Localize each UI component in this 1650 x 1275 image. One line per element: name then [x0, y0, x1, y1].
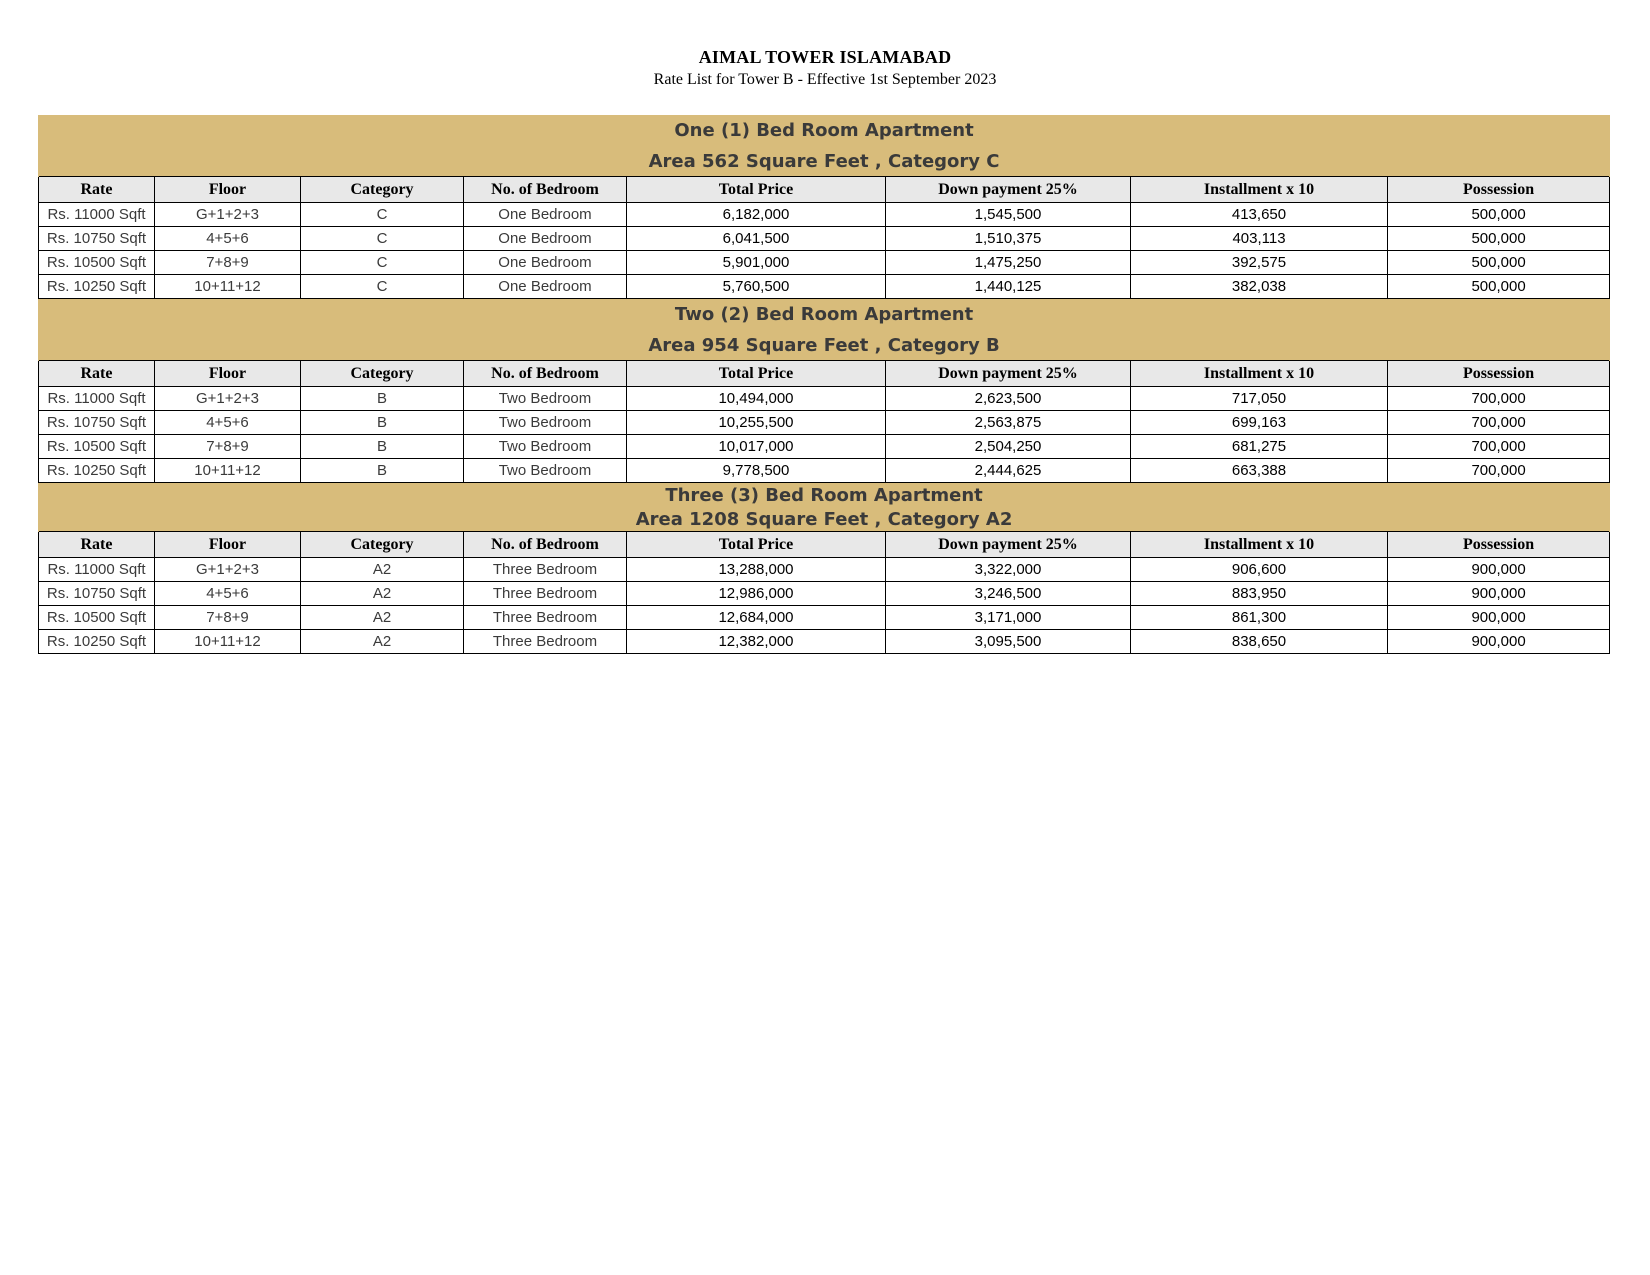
table-cell: 2,444,625 — [886, 459, 1131, 483]
table-row — [39, 630, 1610, 654]
table-cell: Rs. 10750 Sqft — [39, 411, 155, 435]
table-cell: 906,600 — [1131, 558, 1388, 582]
table-cell: 5,760,500 — [627, 275, 886, 299]
table-row — [39, 227, 1610, 251]
table-cell: 700,000 — [1388, 459, 1610, 483]
table-row — [39, 275, 1610, 299]
table-cell: 700,000 — [1388, 435, 1610, 459]
table-row — [39, 387, 1610, 411]
table-cell: G+1+2+3 — [155, 558, 301, 582]
table-cell: 900,000 — [1388, 606, 1610, 630]
table-cell: 681,275 — [1131, 435, 1388, 459]
table-row — [39, 459, 1610, 483]
table-cell: A2 — [301, 558, 464, 582]
table-cell: 7+8+9 — [155, 435, 301, 459]
table-cell: 3,246,500 — [886, 582, 1131, 606]
table-cell: Three Bedroom — [464, 606, 627, 630]
column-header: No. of Bedroom — [464, 177, 627, 203]
column-header: Down payment 25% — [886, 532, 1131, 558]
table-cell: Rs. 10750 Sqft — [39, 582, 155, 606]
table-cell: 717,050 — [1131, 387, 1388, 411]
section-area: Area 562 Square Feet , Category C — [39, 146, 1610, 177]
table-row — [39, 582, 1610, 606]
table-cell: B — [301, 435, 464, 459]
table-cell: 883,950 — [1131, 582, 1388, 606]
section-area-row — [39, 507, 1610, 532]
table-row — [39, 251, 1610, 275]
column-header: Category — [301, 532, 464, 558]
column-header: Rate — [39, 532, 155, 558]
table-cell: 2,563,875 — [886, 411, 1131, 435]
table-cell: 900,000 — [1388, 630, 1610, 654]
table-cell: 1,440,125 — [886, 275, 1131, 299]
rate-table — [38, 115, 1610, 654]
column-header-row — [39, 177, 1610, 203]
column-header: Total Price — [627, 177, 886, 203]
section-area: Area 954 Square Feet , Category B — [39, 330, 1610, 361]
column-header-row — [39, 361, 1610, 387]
table-cell: 500,000 — [1388, 275, 1610, 299]
table-cell: 2,504,250 — [886, 435, 1131, 459]
column-header: Floor — [155, 177, 301, 203]
column-header: No. of Bedroom — [464, 361, 627, 387]
table-row — [39, 558, 1610, 582]
table-cell: 4+5+6 — [155, 411, 301, 435]
table-cell: One Bedroom — [464, 275, 627, 299]
table-cell: 7+8+9 — [155, 606, 301, 630]
table-cell: 413,650 — [1131, 203, 1388, 227]
table-cell: 1,545,500 — [886, 203, 1131, 227]
table-cell: Rs. 10250 Sqft — [39, 275, 155, 299]
table-cell: 5,901,000 — [627, 251, 886, 275]
table-cell: One Bedroom — [464, 227, 627, 251]
table-cell: Three Bedroom — [464, 630, 627, 654]
table-cell: 10+11+12 — [155, 275, 301, 299]
table-cell: 1,510,375 — [886, 227, 1131, 251]
table-cell: 500,000 — [1388, 227, 1610, 251]
table-cell: 4+5+6 — [155, 582, 301, 606]
section-title-row — [39, 115, 1610, 146]
column-header: Installment x 10 — [1131, 361, 1388, 387]
section-title: Three (3) Bed Room Apartment — [39, 483, 1610, 508]
table-cell: 382,038 — [1131, 275, 1388, 299]
table-cell: Two Bedroom — [464, 459, 627, 483]
column-header: Total Price — [627, 532, 886, 558]
table-cell: Two Bedroom — [464, 387, 627, 411]
table-cell: 392,575 — [1131, 251, 1388, 275]
section-area-row — [39, 330, 1610, 361]
table-cell: 700,000 — [1388, 411, 1610, 435]
table-cell: Three Bedroom — [464, 582, 627, 606]
table-cell: 663,388 — [1131, 459, 1388, 483]
table-cell: 10,494,000 — [627, 387, 886, 411]
column-header: Rate — [39, 361, 155, 387]
table-cell: Rs. 11000 Sqft — [39, 387, 155, 411]
table-cell: B — [301, 459, 464, 483]
table-cell: 700,000 — [1388, 387, 1610, 411]
column-header: Category — [301, 177, 464, 203]
table-cell: C — [301, 251, 464, 275]
table-cell: Rs. 10500 Sqft — [39, 251, 155, 275]
table-cell: 10,255,500 — [627, 411, 886, 435]
document-subtitle: Rate List for Tower B - Effective 1st September 2023 — [653, 71, 997, 88]
table-cell: Rs. 11000 Sqft — [39, 203, 155, 227]
table-cell: 900,000 — [1388, 582, 1610, 606]
column-header: Floor — [155, 532, 301, 558]
document-title: AIMAL TOWER ISLAMABAD — [698, 47, 952, 67]
column-header: No. of Bedroom — [464, 532, 627, 558]
table-cell: 9,778,500 — [627, 459, 886, 483]
table-cell: Rs. 10250 Sqft — [39, 459, 155, 483]
table-cell: Two Bedroom — [464, 435, 627, 459]
table-cell: A2 — [301, 582, 464, 606]
table-cell: 6,182,000 — [627, 203, 886, 227]
table-row — [39, 435, 1610, 459]
table-row — [39, 606, 1610, 630]
table-cell: Rs. 10500 Sqft — [39, 606, 155, 630]
section-area-row — [39, 146, 1610, 177]
table-cell: Rs. 10500 Sqft — [39, 435, 155, 459]
column-header: Possession — [1388, 532, 1610, 558]
column-header: Possession — [1388, 177, 1610, 203]
table-cell: 3,171,000 — [886, 606, 1131, 630]
table-row — [39, 411, 1610, 435]
table-cell: 861,300 — [1131, 606, 1388, 630]
column-header: Possession — [1388, 361, 1610, 387]
table-cell: 403,113 — [1131, 227, 1388, 251]
table-cell: 12,986,000 — [627, 582, 886, 606]
column-header: Floor — [155, 361, 301, 387]
column-header: Total Price — [627, 361, 886, 387]
table-cell: G+1+2+3 — [155, 203, 301, 227]
section-title: One (1) Bed Room Apartment — [39, 115, 1610, 146]
table-cell: Rs. 10750 Sqft — [39, 227, 155, 251]
table-cell: 4+5+6 — [155, 227, 301, 251]
column-header: Category — [301, 361, 464, 387]
column-header: Down payment 25% — [886, 177, 1131, 203]
table-cell: C — [301, 275, 464, 299]
column-header: Rate — [39, 177, 155, 203]
table-cell: B — [301, 387, 464, 411]
section-title-row — [39, 299, 1610, 331]
table-cell: 2,623,500 — [886, 387, 1131, 411]
section-area: Area 1208 Square Feet , Category A2 — [39, 507, 1610, 532]
section-title: Two (2) Bed Room Apartment — [39, 299, 1610, 331]
table-cell: B — [301, 411, 464, 435]
table-cell: G+1+2+3 — [155, 387, 301, 411]
table-cell: 1,475,250 — [886, 251, 1131, 275]
table-cell: C — [301, 227, 464, 251]
table-cell: 10+11+12 — [155, 630, 301, 654]
table-cell: 500,000 — [1388, 251, 1610, 275]
column-header: Installment x 10 — [1131, 532, 1388, 558]
table-cell: 838,650 — [1131, 630, 1388, 654]
table-cell: 12,382,000 — [627, 630, 886, 654]
table-cell: 10,017,000 — [627, 435, 886, 459]
table-cell: A2 — [301, 606, 464, 630]
table-cell: A2 — [301, 630, 464, 654]
table-cell: 900,000 — [1388, 558, 1610, 582]
table-cell: One Bedroom — [464, 203, 627, 227]
table-cell: Three Bedroom — [464, 558, 627, 582]
column-header: Installment x 10 — [1131, 177, 1388, 203]
table-row — [39, 203, 1610, 227]
table-cell: 500,000 — [1388, 203, 1610, 227]
table-cell: C — [301, 203, 464, 227]
section-title-row — [39, 483, 1610, 508]
table-cell: 10+11+12 — [155, 459, 301, 483]
table-cell: Rs. 10250 Sqft — [39, 630, 155, 654]
column-header-row — [39, 532, 1610, 558]
table-cell: 7+8+9 — [155, 251, 301, 275]
table-cell: 3,322,000 — [886, 558, 1131, 582]
table-cell: Two Bedroom — [464, 411, 627, 435]
table-cell: One Bedroom — [464, 251, 627, 275]
table-cell: 6,041,500 — [627, 227, 886, 251]
table-cell: 699,163 — [1131, 411, 1388, 435]
table-cell: 12,684,000 — [627, 606, 886, 630]
table-cell: 13,288,000 — [627, 558, 886, 582]
column-header: Down payment 25% — [886, 361, 1131, 387]
table-cell: 3,095,500 — [886, 630, 1131, 654]
table-cell: Rs. 11000 Sqft — [39, 558, 155, 582]
